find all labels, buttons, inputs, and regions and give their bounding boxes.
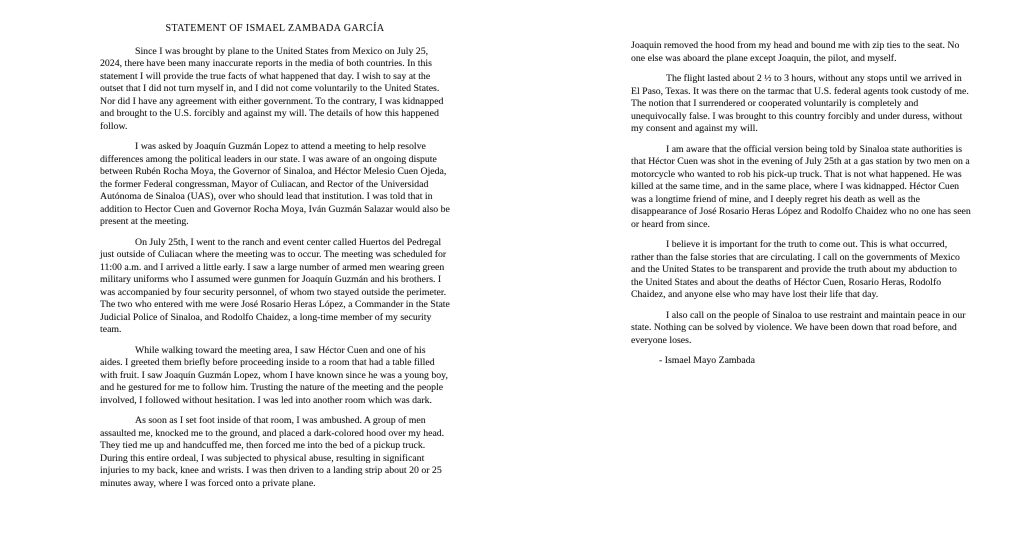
page1-paragraph-4: While walking toward the meeting area, I saw Héctor Cuen and one of his aides. I greeted them briefly before proceeding inside to a room that had a table filled with fruit. I saw Joaquín Guzmán Lopez, whom I have known since he was a young boy, and he gestured for me to follow him. Trusting the nature of the meeting and the people involved, I followed without hesitation. I was led into another room which was dark. (100, 344, 448, 406)
page1-paragraph-3: On July 25th, I went to the ranch and event center called Huertos del Pedregal just outside of Culiacan where the meeting was to occur. The meeting was scheduled for 11:00 a.m. and I arrived a little early. I saw a large number of armed men wearing green military uniforms who I assumed were gunmen for Joaquín Guzmán and his brothers. I was accompanied by four security personnel, of whom two stayed outside the perimeter. The two who entered with me were José Rosario Heras López, a Commander in the State Judicial Police of Sinaloa, and Rodolfo Chaidez, a long-time member of my security team. (100, 236, 450, 335)
page2-paragraph-4: I believe it is important for the truth to come out. This is what occurred, rather than the false stories that are circulating. I call on the governments of Mexico and the United States to be transparent and provide the truth about my abduction to the United States and about the deaths of Héctor Cuen, Rosario Heras, Rodolfo Chaidez, and anyone else who may have lost their life that day. (631, 239, 960, 300)
page-1 (100, 23, 450, 490)
document-title: STATEMENT OF ISMAEL ZAMBADA GARCÍA (165, 23, 385, 34)
page2-paragraph-2: The flight lasted about 2 ½ to 3 hours, without any stops until we arrived in El Paso, Texas. It was there on the tarmac that U.S. federal agents took custody of me. The notion that I surrendered or cooperated voluntarily is completely and unequivocally false. I was brought to this country forcibly and under duress, without my consent and against my will. (631, 73, 969, 134)
page1-paragraph-1: Since I was brought by plane to the United States from Mexico on July 25, 2024, there have been many inaccurate reports in the media of both countries. In this statement I will provide the true facts of what happened that day. I wish to say at the outset that I did not turn myself in, and I did not come voluntarily to the United States. Nor did I have any agreement with either government. To the contrary, I was kidnapped and brought to the U.S. forcibly and against my will. The details of how this happened follow. (100, 45, 444, 132)
page2-paragraph-5: I also call on the people of Sinaloa to use restraint and maintain peace in our state. Nothing can be solved by violence. We have been down that road before, and everyone loses. (631, 309, 966, 346)
page2-paragraph-1-continuation: Joaquin removed the hood from my head and bound me with zip ties to the seat. No one else was aboard the plane except Joaquin, the pilot, and myself. (631, 40, 960, 64)
page2-paragraph-3: I am aware that the official version being told by Sinaloa state authorities is that Héctor Cuen was shot in the evening of July 25th at a gas station by two men on a motorcycle who wanted to rob his pick-up truck. That is not what happened. He was killed at the same time, and in the same place, where I was kidnapped. Héctor Cuen was a longtime friend of mine, and I deeply regret his death as well as the disappearance of José Rosario Heras López and Rodolfo Chaidez who no one has seen or heard from since. (631, 143, 971, 230)
page1-paragraph-5: As soon as I set foot inside of that room, I was ambushed. A group of men assaulted me, knocked me to the ground, and placed a dark-colored hood over my head. They tied me up and handcuffed me, then forced me into the bed of a pickup truck. During this entire ordeal, I was subjected to physical abuse, resulting in significant injuries to my back, knee and wrists. I was then driven to a landing strip about 20 or 25 minutes away, where I was forced onto a private plane. (100, 415, 445, 489)
signature-line: - Ismael Mayo Zambada (659, 355, 756, 366)
page-2 (631, 40, 971, 368)
page1-paragraph-2: I was asked by Joaquín Guzmán Lopez to attend a meeting to help resolve differences among the political leaders in our state. I was aware of an ongoing dispute between Rubén Rocha Moya, the Governor of Sinaloa, and Héctor Melesio Cuen Ojeda, the former Federal congressman, Mayor of Culiacan, and Rector of the Universidad Autónoma de Sinaloa (UAS), over who should lead that institution. I was told that in addition to Hector Cuen and Governor Rocha Moya, Iván Guzmán Salazar would also be present at the meeting. (100, 141, 450, 227)
